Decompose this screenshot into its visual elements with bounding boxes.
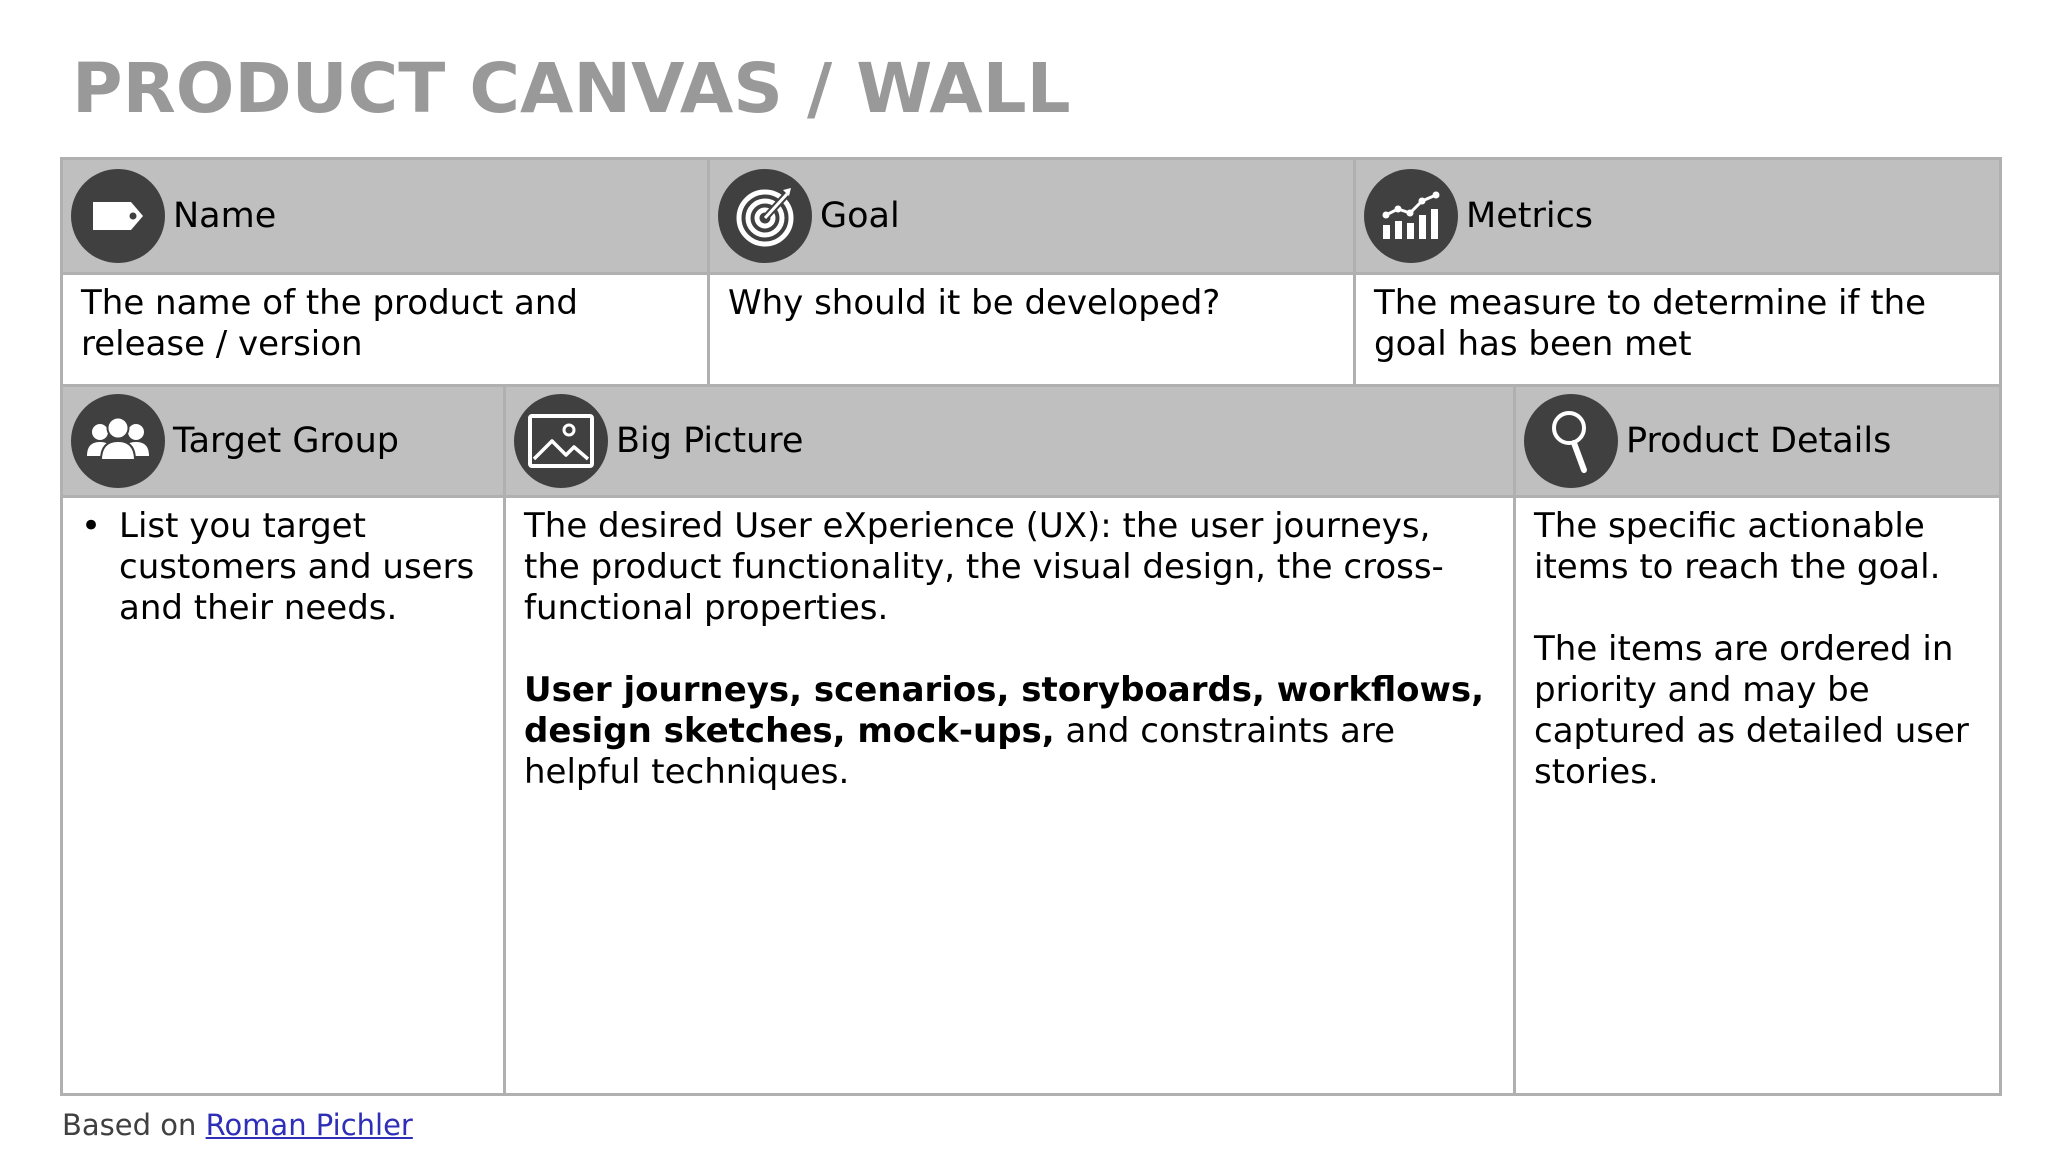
big-picture-paragraph-1: The desired User eXperience (UX): the user journeys, the product functionality, the visual design, the cross-functional properties. — [524, 506, 1444, 628]
target-group-description — [63, 498, 503, 1093]
author-link[interactable]: Roman Pichler — [205, 1108, 413, 1142]
target-group-section — [63, 387, 506, 1093]
metrics-label: Metrics — [1466, 196, 1594, 236]
product-canvas — [60, 157, 2002, 1096]
name-section — [63, 160, 710, 387]
big-picture-paragraph-2 — [524, 670, 1495, 793]
target-group-list — [81, 506, 485, 629]
big-picture-section — [506, 387, 1516, 1093]
magnifier-icon — [1524, 394, 1618, 488]
big-picture-techniques-rest: and constraints are helpful techniques. — [524, 711, 1396, 792]
canvas-top-row — [63, 160, 1999, 387]
target-group-label: Target Group — [173, 421, 399, 461]
name-text: The name of the product and release / version — [81, 283, 579, 364]
metrics-section — [1356, 160, 1999, 387]
metrics-header — [1356, 160, 1999, 275]
page-title: PRODUCT CANVAS / WALL — [72, 49, 1071, 129]
metrics-text: The measure to determine if the goal has been met — [1374, 283, 1927, 364]
users-icon — [71, 394, 165, 488]
attribution-prefix: Based on — [62, 1108, 206, 1142]
tag-icon — [71, 169, 165, 263]
name-label: Name — [173, 196, 277, 236]
canvas-bottom-row — [63, 387, 1999, 1093]
picture-icon — [514, 394, 608, 488]
name-header — [63, 160, 707, 275]
product-details-description — [1516, 498, 1999, 1093]
product-details-label: Product Details — [1626, 421, 1892, 461]
attribution — [62, 1108, 413, 1142]
product-details-section — [1516, 387, 1999, 1093]
name-description — [63, 275, 707, 384]
big-picture-description — [506, 498, 1513, 1093]
big-picture-header — [506, 387, 1513, 498]
product-details-paragraph-1: The specific actionable items to reach the goal. — [1534, 506, 1941, 587]
product-details-header — [1516, 387, 1999, 498]
target-icon — [718, 169, 812, 263]
target-group-header — [63, 387, 503, 498]
metrics-description — [1356, 275, 1999, 384]
big-picture-techniques-bold: User journeys, scenarios, storyboards, workflows, design sketches, mock-ups, — [524, 670, 1485, 751]
goal-section — [710, 160, 1356, 387]
big-picture-label: Big Picture — [616, 421, 804, 461]
growth-chart-icon — [1364, 169, 1458, 263]
list-item: • List you target customers and users and their needs. — [119, 506, 485, 629]
goal-description — [710, 275, 1353, 384]
goal-label: Goal — [820, 196, 900, 236]
goal-text: Why should it be developed? — [728, 283, 1221, 323]
goal-header — [710, 160, 1353, 275]
product-details-paragraph-2: The items are ordered in priority and may be captured as detailed user stories. — [1534, 629, 1969, 792]
